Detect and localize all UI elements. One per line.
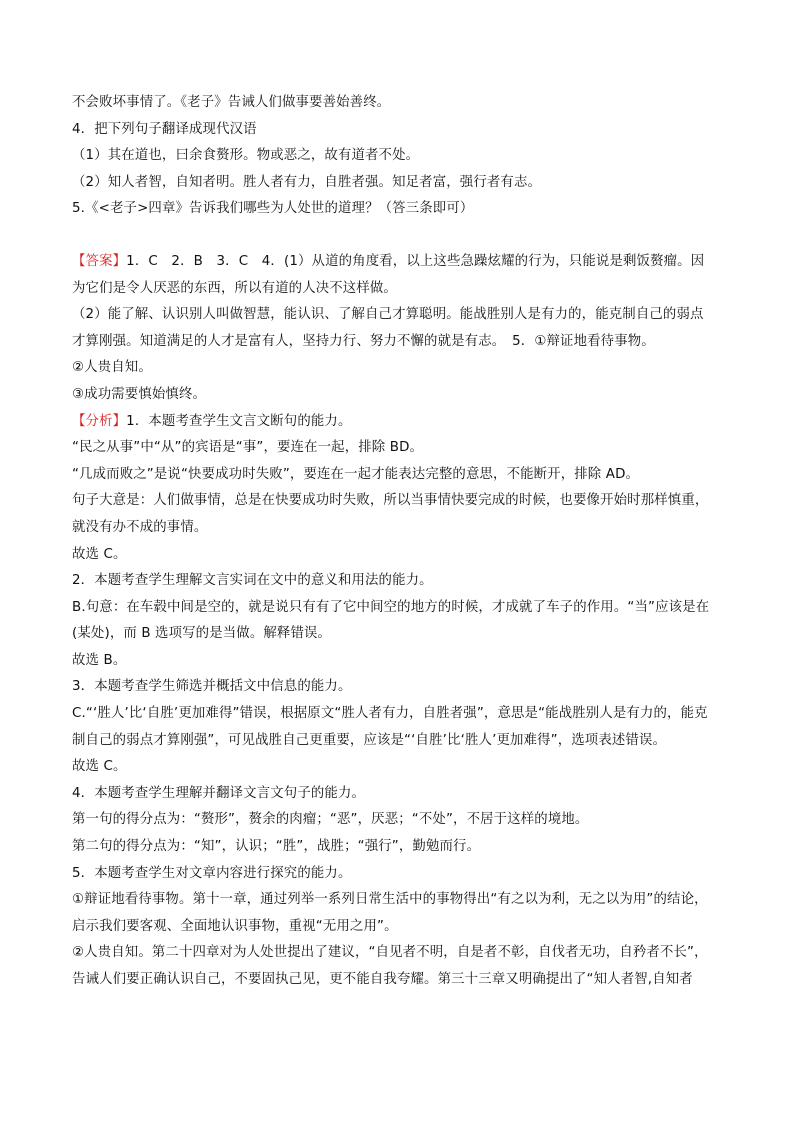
answer-line: 才算刚强。知道满足的人才是富有人，坚持力行、努力不懈的就是有志。 5．①辩证地看待事物。	[72, 333, 655, 349]
analysis-line: 制自己的弱点才算刚强”，可见战胜自己更重要，应该是“‘自胜’比‘胜人’更加难得”，选项表述错误。	[72, 732, 667, 748]
analysis-line: “民之从事”中“从”的宾语是“事”，要连在一起，排除 BD。	[72, 440, 424, 456]
question-4-sentence-2: （2）知人者智，自知者明。胜人者有力，自胜者强。知足者富，强行者有志。	[72, 174, 542, 190]
analysis-line: C.“‘胜人’比‘自胜’更加难得”错误，根据原文“胜人者有力，自胜者强”，意思是“能战胜别人是有力的，能克	[72, 706, 708, 722]
analysis-line: 3．本题考查学生筛选并概括文中信息的能力。	[72, 679, 352, 695]
analysis-line: (某处)，而 B 选项写的是当做。解释错误。	[72, 626, 332, 642]
answer-line: 为它们是令人厌恶的东西，所以有道的人决不这样做。	[72, 280, 397, 296]
analysis-text: 1．本题考查学生文言文断句的能力。	[126, 413, 352, 429]
analysis-line: 句子大意是：人们做事情，总是在快要成功时失败，所以当事情快要完成的时候，也要像开始时那样慎重，	[72, 493, 709, 509]
analysis-line: 2．本题考查学生理解文言实词在文中的意义和用法的能力。	[72, 573, 433, 589]
answer-line: （2）能了解、认识别人叫做智慧，能认识、了解自己才算聪明。能战胜别人是有力的，能克制自己的弱点	[72, 307, 704, 323]
analysis-line: 故选 C。	[72, 546, 127, 562]
answer-first-line	[72, 249, 724, 276]
analysis-line: 告诫人们要正确认识自己，不要固执己见，更不能自我夸耀。第三十三章又明确提出了“知人者智,自知者	[72, 972, 693, 987]
analysis-first-line	[72, 409, 724, 436]
intro-line: 不会败坏事情了。《老子》告诫人们做事要善始善终。	[72, 95, 391, 110]
answer-line: ②人贵自知。	[72, 360, 152, 376]
analysis-line: “几成而败之”是说“快要成功时失败”，要连在一起才能表达完整的意思，不能断开，排除 AD。	[72, 466, 640, 482]
document-page	[72, 90, 724, 994]
analysis-line: 第一句的得分点为：“赘形”，赘余的肉瘤；“恶”，厌恶；“不处”，不居于这样的境地。	[72, 812, 589, 828]
answer-tag: 【答案】	[72, 253, 127, 269]
analysis-line: 就没有办不成的事情。	[72, 519, 208, 535]
analysis-line: ②人贵自知。第二十四章对为人处世提出了建议，“自见者不明，自是者不彰，自伐者无功，自矜者不长”，	[72, 945, 708, 961]
analysis-line: 启示我们要客观、全面地认识事物，重视“无用之用”。	[72, 918, 398, 934]
answer-text: 1．C 2．B 3．C 4．(1）从道的角度看，以上这些急躁炫耀的行为，只能说是剩饭赘瘤。因	[126, 253, 705, 269]
analysis-line: 4．本题考查学生理解并翻译文言文句子的能力。	[72, 785, 366, 801]
analysis-line: B.句意：在车毂中间是空的，就是说只有有了它中间空的地方的时候，才成就了车子的作用。“当”应该是在	[72, 599, 710, 615]
question-4-heading: 4．把下列句子翻译成现代汉语	[72, 121, 257, 137]
analysis-line: 5．本题考查学生对文章内容进行探究的能力。	[72, 865, 352, 881]
analysis-line: ①辩证地看待事物。第十一章，通过列举一系列日常生活中的事物得出“有之以为利，无之以为用”的结论，	[72, 892, 708, 908]
question-4-sentence-1: （1）其在道也，曰余食赘形。物或恶之，故有道者不处。	[72, 148, 420, 164]
analysis-line: 第二句的得分点为：“知”，认识；“胜”，战胜；“强行”，勤勉而行。	[72, 839, 481, 855]
analysis-tag: 【分析】	[72, 413, 127, 429]
answer-line: ③成功需要慎始慎终。	[72, 386, 207, 402]
analysis-line: 故选 C。	[72, 759, 127, 775]
analysis-line: 故选 B。	[72, 652, 127, 668]
section-gap	[72, 223, 724, 249]
question-5-heading: 5.《<老子>四章》告诉我们哪些为人处世的道理？（答三条即可）	[72, 201, 474, 217]
